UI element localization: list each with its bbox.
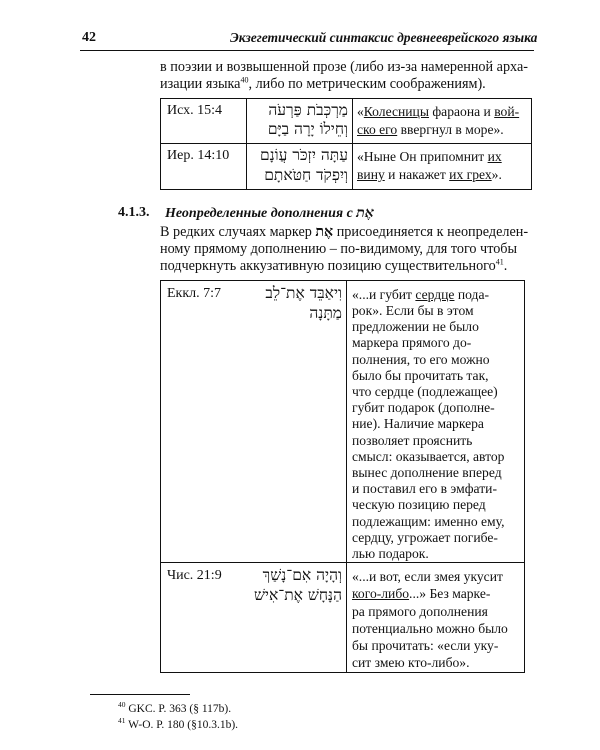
intro-line-1: в поэзии и возвышенной прозе (либо из-за намеренной арха- <box>160 59 528 75</box>
section-line-2: ному прямому дополнению – по-видимому, для того чтобы <box>160 241 518 257</box>
footnote-ref-40[interactable]: 40 <box>240 75 249 85</box>
translation-line: и поставил его в эмфати- <box>352 481 497 497</box>
table-divider <box>246 98 247 190</box>
translation-line: было бы прочитать так, <box>352 367 489 383</box>
footnote-ref-41[interactable]: 41 <box>495 257 504 267</box>
translation-line: губит подарок (дополне- <box>352 400 495 416</box>
footnote-41: $^{41}$ W-O. P. 180 (§10.3.1b). <box>118 716 239 731</box>
verse-reference: Чис. 21:9 <box>167 568 222 583</box>
translation-line: сердцу, угрожает погибе- <box>352 529 498 545</box>
translation-line: кого-либо...» Без марке- <box>352 586 491 601</box>
hebrew-text: מַרְכְּבֹת פַּרְעֹה <box>268 101 348 119</box>
verse-reference: Исх. 15:4 <box>167 103 223 118</box>
translation-line: сит змею кто-либо». <box>352 655 470 670</box>
section-number: 4.1.3. <box>118 205 150 220</box>
translation-line: вынес дополнение вперед <box>352 465 502 480</box>
translation-line: полнения, то его можно <box>352 351 490 367</box>
translation-line: смысл: оказывается, автор <box>352 448 505 464</box>
translation-line: «Колесницы фараона и вой- <box>357 104 520 119</box>
intro-line-2 <box>160 76 486 93</box>
translation-line: «...и губит сердце пода- <box>352 287 490 302</box>
intro-text: изации языка <box>160 76 241 92</box>
hebrew-marker: אֶת <box>356 205 374 221</box>
table-divider <box>352 98 353 190</box>
footnote-40: $^{40}$ GKC. P. 363 (§ 117b). <box>118 700 232 715</box>
hebrew-text: עַתָּה יִזְכֹּר עֲוֹנָם <box>259 146 348 164</box>
table-divider <box>160 143 532 144</box>
translation-line: бы прочитать: «если уку- <box>352 638 499 653</box>
translation-line: ние). Наличие маркера <box>352 416 484 432</box>
translation-line: ческую позицию перед <box>352 497 486 513</box>
hebrew-text: וְחֵילוֹ יָרָה בַיָּם <box>267 120 348 138</box>
translation-line: «...и вот, если змея укусит <box>352 569 503 584</box>
verse-reference: Иер. 14:10 <box>167 148 230 163</box>
hebrew-marker: אֶת <box>315 224 334 240</box>
translation-line: лью подарок. <box>352 546 429 561</box>
hebrew-text: וִיאַבֵּד אֶת־לֵב <box>265 284 342 302</box>
translation-line: маркера прямого до- <box>352 335 472 351</box>
running-title: Экзегетический синтаксис древнееврейского языка <box>230 30 538 45</box>
translation-line: потенциально можно было <box>352 621 508 636</box>
translation-line: ра прямого дополнения <box>352 604 488 619</box>
hebrew-text: הַנָּחָשׁ אֶת־אִישׁ <box>253 586 342 604</box>
translation-line: рок». Если бы в этом <box>352 303 474 318</box>
translation-line: ско его ввергнул в море». <box>357 122 504 137</box>
translation-line: позволяет прояснить <box>352 432 473 448</box>
translation-line: «Ныне Он припомнит их <box>357 149 502 164</box>
translation-line: предложении не было <box>352 319 479 335</box>
translation-line: что сердце (подлежащее) <box>352 384 498 399</box>
intro-text: , либо по метрическим соображениям). <box>248 76 486 92</box>
section-title: Неопределенные дополнения с אֶת <box>165 205 374 221</box>
table-divider <box>346 280 347 673</box>
section-line-3: подчеркнуть аккузативную позицию существительного$^{41}$. <box>160 257 508 274</box>
header-rule <box>80 50 534 51</box>
translation-line: подлежащим: именно ему, <box>352 513 505 529</box>
translation-line: вину и накажет их грех». <box>357 167 502 182</box>
section-line-1: В редких случаях маркер אֶת присоединяется к неопределен- <box>160 224 529 240</box>
page-number: 42 <box>82 30 96 45</box>
table-divider <box>160 562 525 563</box>
hebrew-text: וְיִפְקֹד חַטֹּאתָם <box>264 166 348 184</box>
verse-reference: Еккл. 7:7 <box>167 286 222 301</box>
hebrew-text: מַתָּנָה <box>309 304 342 322</box>
footnote-rule <box>90 694 190 695</box>
hebrew-text: וְהָיָה אִם־נָשַׁךְ <box>262 566 342 584</box>
